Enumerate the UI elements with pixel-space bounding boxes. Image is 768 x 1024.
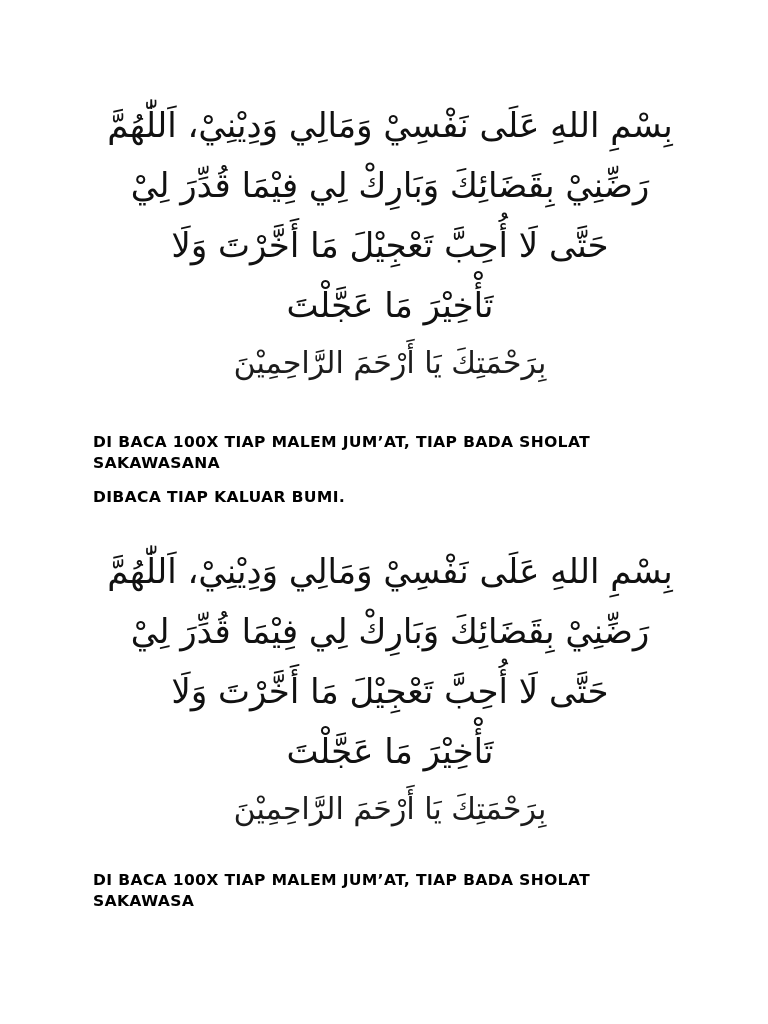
- prayer-1-line-3: حَتَّى لَا أُحِبَّ تَعْجِيْلَ مَا أَخَّرْتَ وَلَا: [171, 226, 609, 266]
- reading-instruction-1: DI BACA 100X TIAP MALEM JUM’AT, TIAP BADA SHOLAT SAKAWASANA: [93, 433, 591, 472]
- reading-instruction-3: DI BACA 100X TIAP MALEM JUM’AT, TIAP BADA SHOLAT SAKAWASA: [93, 871, 591, 910]
- arabic-prayer-2: [40, 542, 740, 838]
- prayer-2-closing: بِرَحْمَتِكَ يَا أَرْحَمَ الرَّاحِمِيْنَ: [233, 792, 547, 827]
- prayer-2-line-2: رَضِّنِيْ بِقَضَائِكَ وَبَارِكْ لِي فِيْمَا قُدِّرَ لِيْ: [130, 612, 650, 652]
- prayer-2-line-3: حَتَّى لَا أُحِبَّ تَعْجِيْلَ مَا أَخَّرْتَ وَلَا: [171, 672, 609, 712]
- prayer-1-line-2: رَضِّنِيْ بِقَضَائِكَ وَبَارِكْ لِي فِيْمَا قُدِّرَ لِيْ: [130, 166, 650, 206]
- reading-instruction-2: DIBACA TIAP KALUAR BUMI.: [93, 488, 346, 506]
- prayer-1-line-4: تَأْخِيْرَ مَا عَجَّلْتَ: [286, 286, 494, 326]
- prayer-1-line-1: بِسْمِ اللهِ عَلَى نَفْسِيْ وَمَالِي وَدِيْنِيْ، اَللّٰهُمَّ: [107, 106, 673, 146]
- prayer-1-closing: بِرَحْمَتِكَ يَا أَرْحَمَ الرَّاحِمِيْنَ: [233, 346, 547, 381]
- arabic-prayer-1: [40, 96, 740, 392]
- prayer-2-line-4: تَأْخِيْرَ مَا عَجَّلْتَ: [286, 732, 494, 772]
- prayer-2-line-1: بِسْمِ اللهِ عَلَى نَفْسِيْ وَمَالِي وَدِيْنِيْ، اَللّٰهُمَّ: [107, 552, 673, 592]
